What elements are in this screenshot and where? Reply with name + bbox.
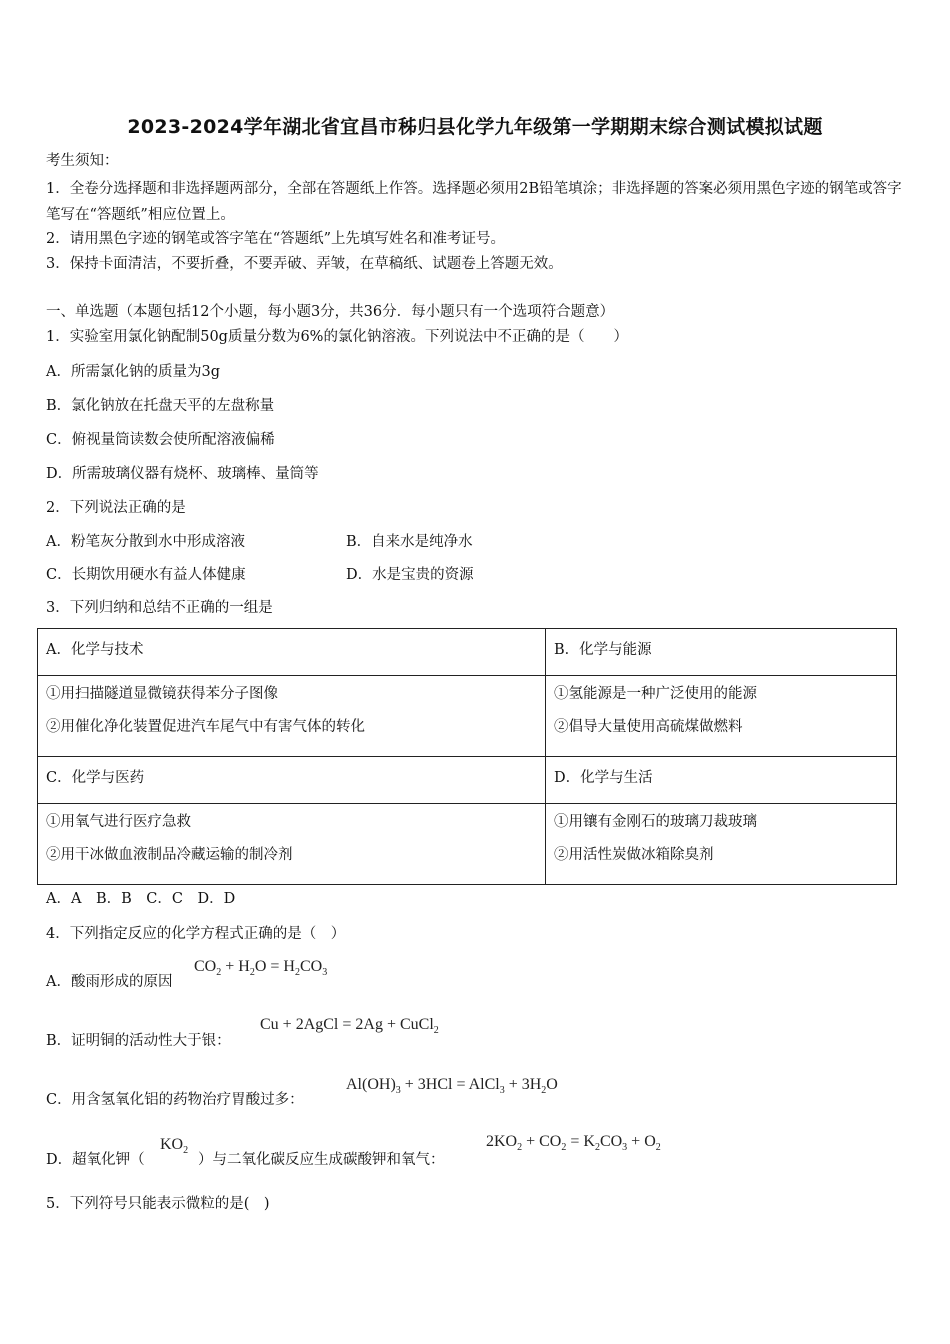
page-title: 2023-2024学年湖北省宜昌市秭归县化学九年级第一学期期末综合测试模拟试题 bbox=[127, 116, 823, 138]
notice-item-1: 1．全卷分选择题和非选择题两部分，全部在答题纸上作答。选择题必须用2B铅笔填涂；非选择题的答案必须用黑色字迹的钢笔或答字笔写在“答题纸”相应位置上。 bbox=[46, 181, 902, 223]
table-c-item-2: ②用干冰做血液制品冷藏运输的制冷剂 bbox=[46, 847, 293, 863]
equation-a bbox=[194, 958, 327, 978]
question-2-option-c: C．长期饮用硬水有益人体健康 bbox=[46, 567, 246, 583]
question-4-option-a-label: A．酸雨形成的原因 bbox=[46, 974, 173, 990]
table-d-item-2: ②用活性炭做冰箱除臭剂 bbox=[554, 847, 714, 863]
equation-d-formula bbox=[160, 1136, 188, 1156]
table-cell-b-body bbox=[546, 676, 897, 757]
question-4-option-b-label: B．证明铜的活动性大于银： bbox=[46, 1033, 231, 1049]
table-cell-d-body bbox=[546, 804, 897, 885]
table-cell-c-head bbox=[38, 757, 546, 804]
equation-d bbox=[486, 1133, 661, 1153]
equation-b bbox=[260, 1016, 439, 1036]
question-1-option-a: A．所需氯化钠的质量为3g bbox=[46, 364, 220, 380]
table-d-heading: D．化学与生活 bbox=[554, 770, 653, 786]
question-5-stem: 5．下列符号只能表示微粒的是( ) bbox=[46, 1196, 270, 1212]
table-a-item-2: ②用催化净化装置促进汽车尾气中有害气体的转化 bbox=[46, 719, 365, 735]
notice-heading: 考生须知： bbox=[46, 153, 119, 169]
table-cell-d-head bbox=[546, 757, 897, 804]
equation-d-text: $2KO_2 + CO_2 = K_2CO_3 + O_2$ bbox=[486, 1133, 661, 1154]
question-4-option-c-label: C．用含氢氧化铝的药物治疗胃酸过多： bbox=[46, 1092, 304, 1108]
question-4-stem: 4．下列指定反应的化学方程式正确的是（ ） bbox=[46, 926, 346, 942]
question-1-option-d: D．所需玻璃仪器有烧杯、玻璃棒、量筒等 bbox=[46, 466, 319, 482]
equation-c bbox=[346, 1076, 558, 1096]
table-d-item-1: ①用镶有金刚石的玻璃刀裁玻璃 bbox=[554, 814, 757, 830]
question-4-option-d-label-1: D．超氧化钾（ bbox=[46, 1152, 145, 1168]
table-b-heading: B．化学与能源 bbox=[554, 642, 652, 658]
equation-b-text: Cu + 2AgCl = 2Ag + CuCl$_2$ bbox=[260, 1016, 439, 1037]
question-3-table bbox=[37, 628, 897, 885]
question-4-option-d-label-2: ）与二氧化碳反应生成碳酸钾和氧气： bbox=[198, 1152, 445, 1168]
question-2-option-d: D．水是宝贵的资源 bbox=[346, 567, 474, 583]
question-2-option-a: A．粉笔灰分散到水中形成溶液 bbox=[46, 534, 245, 550]
table-a-heading: A．化学与技术 bbox=[46, 642, 144, 658]
section-heading: 一、单选题（本题包括12个小题，每小题3分，共36分．每小题只有一个选项符合题意） bbox=[46, 304, 615, 320]
table-cell-a-body bbox=[38, 676, 546, 757]
question-2-option-b: B．自来水是纯净水 bbox=[346, 534, 473, 550]
table-c-heading: C．化学与医药 bbox=[46, 770, 145, 786]
equation-a-text: $CO_2 + H_2O = H_2CO_3$ bbox=[194, 958, 328, 979]
notice-item-3: 3．保持卡面清洁，不要折叠，不要弄破、弄皱，在草稿纸、试题卷上答题无效。 bbox=[46, 256, 563, 272]
table-cell-c-body bbox=[38, 804, 546, 885]
notice-item-2: 2．请用黑色字迹的钢笔或答字笔在“答题纸”上先填写姓名和准考证号。 bbox=[46, 231, 506, 247]
question-1-option-c: C．俯视量筒读数会使所配溶液偏稀 bbox=[46, 432, 275, 448]
question-2-stem: 2．下列说法正确的是 bbox=[46, 500, 186, 516]
question-1-stem: 1．实验室用氯化钠配制50g质量分数为6%的氯化钠溶液。下列说法中不正确的是（ ） bbox=[46, 329, 628, 345]
table-b-item-1: ①氢能源是一种广泛使用的能源 bbox=[554, 686, 757, 702]
table-c-item-1: ①用氧气进行医疗急救 bbox=[46, 814, 191, 830]
table-a-item-1: ①用扫描隧道显微镜获得苯分子图像 bbox=[46, 686, 278, 702]
equation-c-text: $Al(OH)_3 + 3HCl$ = AlCl$_3$ + $3H_2O$ bbox=[346, 1076, 558, 1097]
equation-d-formula-text: $KO_2$ bbox=[160, 1136, 189, 1157]
question-1-option-b: B．氯化钠放在托盘天平的左盘称量 bbox=[46, 398, 275, 414]
table-cell-a-head bbox=[38, 629, 546, 676]
table-b-item-2: ②倡导大量使用高硫煤做燃料 bbox=[554, 719, 743, 735]
question-3-answers: A．A B．B C．C D．D bbox=[46, 891, 236, 907]
table-cell-b-head bbox=[546, 629, 897, 676]
question-3-stem: 3．下列归纳和总结不正确的一组是 bbox=[46, 600, 273, 616]
